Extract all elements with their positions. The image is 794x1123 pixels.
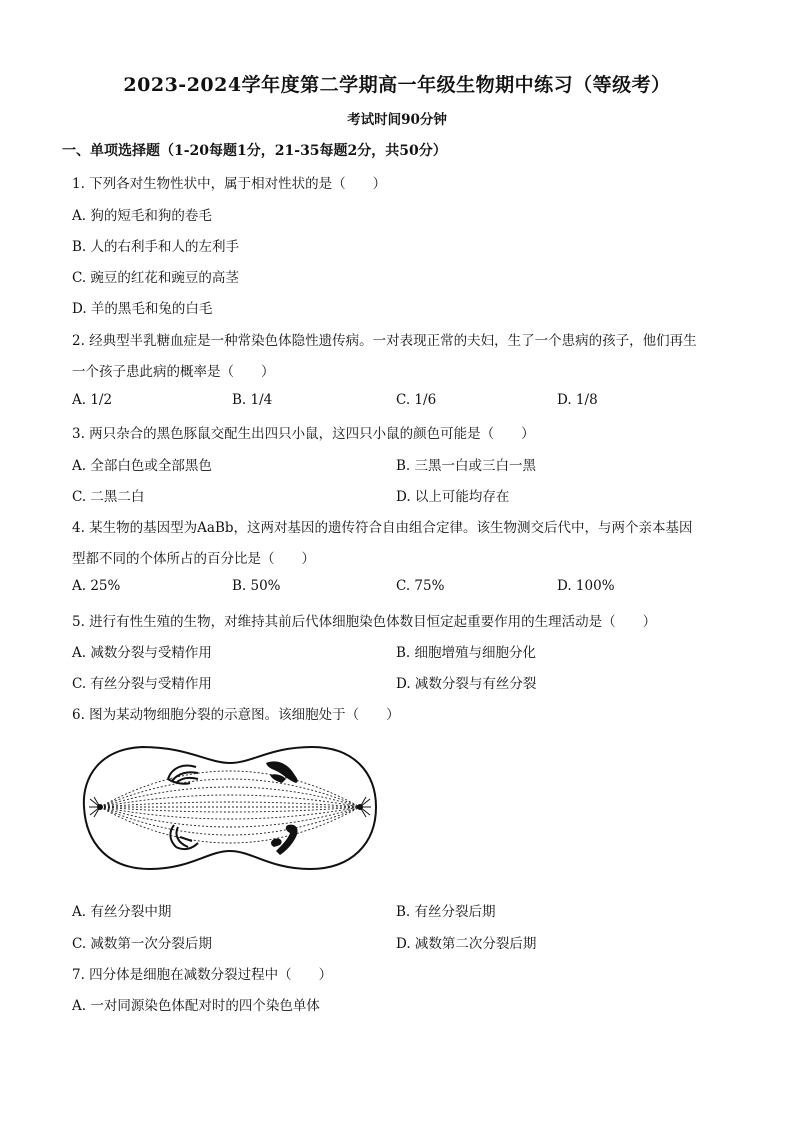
exam-duration: 考试时间90分钟	[347, 112, 447, 128]
q3-option-b: B. 三黑一白或三白一黑	[396, 458, 537, 474]
q2-option-a: A. 1/2	[72, 392, 113, 408]
question-1-stem: 1. 下列各对生物性状中，属于相对性状的是（ ）	[72, 176, 387, 192]
q3-option-c: C. 二黑二白	[72, 489, 145, 505]
question-4-stem: 4. 某生物的基因型为AaBb，这两对基因的遗传符合自由组合定律。该生物测交后代中，与两个亲本基因	[72, 520, 693, 536]
right-aster	[358, 797, 372, 817]
q6-option-c: C. 减数第一次分裂后期	[72, 936, 212, 952]
q1-option-d: D. 羊的黑毛和兔的白毛	[72, 301, 213, 317]
chromosome-bottom-right	[271, 825, 298, 855]
q1-option-a: A. 狗的短毛和狗的卷毛	[72, 208, 212, 224]
q7-option-a: A. 一对同源染色体配对时的四个染色单体	[72, 998, 320, 1014]
q6-option-d: D. 减数第二次分裂后期	[396, 936, 537, 952]
q4-option-b: B. 50%	[232, 578, 281, 594]
question-7-stem: 7. 四分体是细胞在减数分裂过程中（ ）	[72, 967, 333, 983]
spindle-fibers	[100, 771, 360, 843]
q6-option-a: A. 有丝分裂中期	[72, 904, 172, 920]
q2-option-d: D. 1/8	[557, 392, 598, 408]
question-3-stem: 3. 两只杂合的黑色豚鼠交配生出四只小鼠，这四只小鼠的颜色可能是（ ）	[72, 426, 535, 442]
cell-division-figure	[80, 737, 380, 877]
q2-option-b: B. 1/4	[232, 392, 273, 408]
q3-option-d: D. 以上可能均存在	[396, 489, 510, 505]
q4-option-d: D. 100%	[557, 578, 615, 594]
left-aster	[89, 797, 103, 817]
section-heading: 一、单项选择题（1-20每题1分，21-35每题2分，共50分）	[62, 143, 447, 159]
cell-membrane	[84, 747, 376, 869]
question-6-stem: 6. 图为某动物细胞分裂的示意图。该细胞处于（ ）	[72, 707, 400, 723]
page-title: 2023-2024学年度第二学期高一年级生物期中练习（等级考）	[123, 74, 671, 96]
chromosome-bottom-left	[170, 825, 198, 849]
question-5-stem: 5. 进行有性生殖的生物，对维持其前后代体细胞染色体数目恒定起重要作用的生理活动是（ ）	[72, 614, 657, 630]
question-4-stem-cont: 型都不同的个体所占的百分比是（ ）	[72, 551, 315, 567]
question-2-stem-cont: 一个孩子患此病的概率是（ ）	[72, 364, 275, 380]
q3-option-a: A. 全部白色或全部黑色	[72, 458, 212, 474]
q5-option-b: B. 细胞增殖与细胞分化	[396, 645, 537, 661]
q4-option-a: A. 25%	[72, 578, 121, 594]
q5-option-d: D. 减数分裂与有丝分裂	[396, 676, 537, 692]
chromosome-top-right	[266, 761, 298, 783]
question-2-stem: 2. 经典型半乳糖血症是一种常染色体隐性遗传病。一对表现正常的夫妇，生了一个患病的孩子，他们再生	[72, 333, 697, 349]
q1-option-b: B. 人的右利手和人的左利手	[72, 239, 240, 255]
q1-option-c: C. 豌豆的红花和豌豆的高茎	[72, 270, 239, 286]
q5-option-a: A. 减数分裂与受精作用	[72, 645, 212, 661]
q6-option-b: B. 有丝分裂后期	[396, 904, 496, 920]
q5-option-c: C. 有丝分裂与受精作用	[72, 676, 212, 692]
q4-option-c: C. 75%	[396, 578, 445, 594]
q2-option-c: C. 1/6	[396, 392, 437, 408]
